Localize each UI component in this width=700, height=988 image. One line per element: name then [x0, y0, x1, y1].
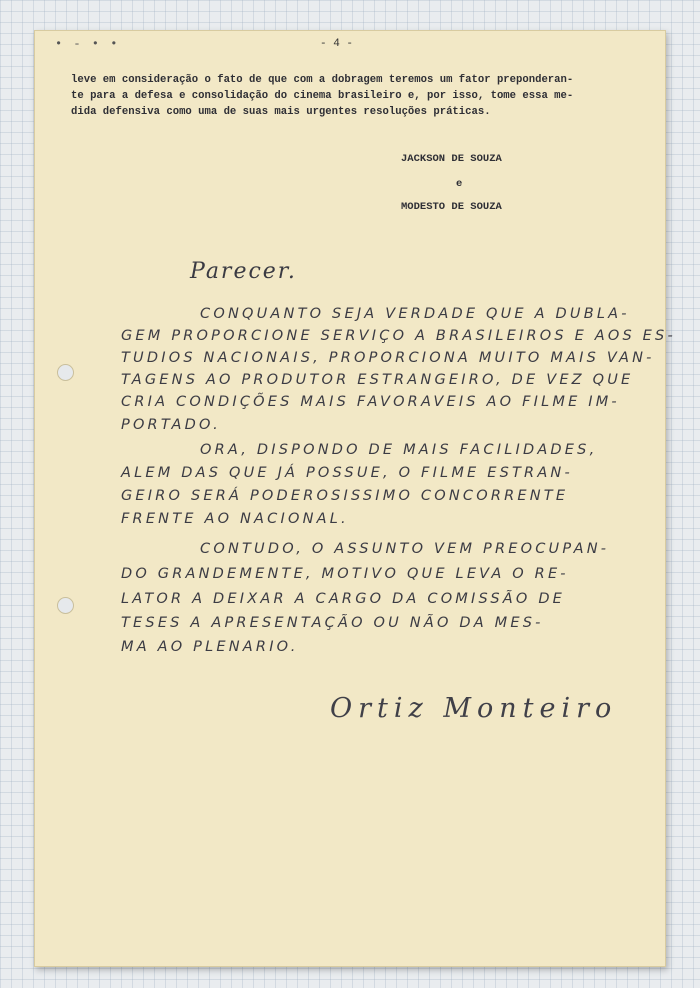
handwritten-line: CONTUDO, O ASSUNTO VEM PREOCUPAN- [200, 541, 610, 557]
handwritten-line: CONQUANTO SEJA VERDADE QUE A DUBLA- [200, 306, 630, 322]
typed-line-1: leve em consideração o fato de que com a dobragem teremos um fator preponderan- [71, 74, 574, 86]
punch-hole [57, 364, 74, 381]
handwritten-line: PORTADO. [121, 417, 221, 433]
handwritten-line: CRIA CONDIÇÕES MAIS FAVORAVEIS AO FILME IM- [121, 394, 620, 410]
handwritten-line: TUDIOS NACIONAIS, PROPORCIONA MUITO MAIS VAN- [121, 350, 655, 366]
typed-line-3: dida defensiva como uma de suas mais urgentes resoluções práticas. [71, 106, 491, 118]
handwritten-line: DO GRANDEMENTE, MOTIVO QUE LEVA O RE- [121, 566, 569, 582]
punch-hole [57, 597, 74, 614]
signature: Ortiz Monteiro [330, 693, 618, 724]
handwritten-line: TAGENS AO PRODUTOR ESTRANGEIRO, DE VEZ QUE [121, 372, 634, 388]
author-conjunction: e [456, 178, 463, 190]
handwritten-line: MA AO PLENARIO. [121, 639, 299, 655]
document-page [34, 30, 676, 967]
handwritten-line: GEM PROPORCIONE SERVIÇO A BRASILEIROS E AOS ES- [121, 328, 676, 344]
top-marks: • - • • [55, 37, 120, 51]
author-1: JACKSON DE SOUZA [401, 153, 502, 165]
handwritten-line: GEIRO SERÁ PODEROSISSIMO CONCORRENTE [121, 488, 569, 504]
typed-line-2: te para a defesa e consolidação do cinema brasileiro e, por isso, tome essa me- [71, 90, 574, 102]
handwritten-line: TESES A APRESENTAÇÃO OU NÃO DA MES- [121, 615, 544, 631]
author-2: MODESTO DE SOUZA [401, 201, 502, 213]
page-number: - 4 - [320, 38, 354, 50]
handwritten-line: ORA, DISPONDO DE MAIS FACILIDADES, [200, 442, 598, 458]
handwritten-title: Parecer. [190, 259, 297, 284]
handwritten-line: FRENTE AO NACIONAL. [121, 511, 349, 527]
handwritten-line: ALEM DAS QUE JÁ POSSUE, O FILME ESTRAN- [121, 465, 573, 481]
handwritten-line: LATOR A DEIXAR A CARGO DA COMISSÃO DE [121, 591, 566, 607]
